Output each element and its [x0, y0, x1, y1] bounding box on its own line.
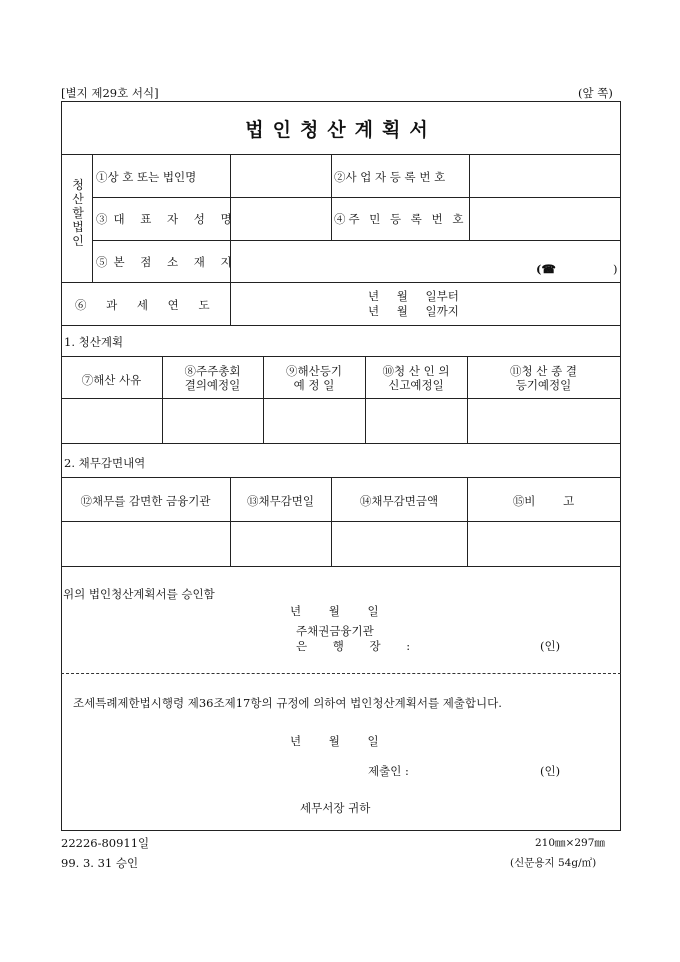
submitter-label: 제출인 : — [368, 764, 409, 778]
submission-date: 년 월 일 — [290, 734, 379, 748]
col-dissolution-registration: ⑨해산등기 예 정 일 — [286, 364, 342, 392]
representative-label: ③대 표 자 성 명 — [96, 212, 238, 226]
col-dissolution-reason: ⑦해산 사유 — [81, 373, 142, 387]
col-remarks: ⑮비 고 — [512, 494, 575, 508]
company-name-label: ①상 호 또는 법인명 — [96, 170, 197, 184]
section-1-title: 1. 청산계획 — [64, 335, 124, 349]
phone-close: ) — [613, 262, 618, 276]
resident-reg-no-label: ④주 민 등 록 번 호 — [334, 212, 467, 226]
approval-seal: (인) — [540, 639, 561, 653]
approval-date-footer: 99. 3. 31 승인 — [61, 856, 139, 870]
submission-seal: (인) — [540, 764, 561, 778]
submission-text: 조세특례제한법시행령 제36조제17항의 규정에 의하여 법인청산계획서를 제출합니다. — [73, 696, 502, 710]
entity-side-label: 청산할법인 — [72, 178, 84, 248]
paper-type: (신문용지 54g/㎡) — [510, 857, 597, 869]
form-number: [별지 제29호 서식] — [61, 86, 159, 100]
frame-right — [620, 101, 621, 831]
paper-size: 210㎜×297㎜ — [535, 837, 605, 849]
frame-left — [61, 101, 62, 831]
col-liquidation-completion: ⑪청 산 종 결 등기예정일 — [510, 364, 577, 392]
phone-icon: (☎ — [536, 262, 556, 276]
col-financial-institution: ⑫채무를 감면한 금융기관 — [80, 494, 211, 508]
tax-year-from: 년 월 일부터 — [368, 289, 459, 303]
dashed-divider — [61, 673, 621, 674]
col-liquidator-report: ⑩청 산 인 의 신고예정일 — [382, 364, 450, 392]
approval-text: 위의 법인청산계획서를 승인함 — [63, 587, 215, 601]
tax-year-to: 년 월 일까지 — [368, 304, 459, 318]
col-shareholders-meeting: ⑧주주총회 결의예정일 — [184, 364, 241, 392]
business-reg-no-label: ②사 업 자 등 록 번 호 — [334, 170, 446, 184]
approval-date: 년 월 일 — [290, 604, 379, 618]
section-2-title: 2. 채무감면내역 — [64, 456, 146, 470]
addressee: 세무서장 귀하 — [300, 801, 371, 815]
col-reduction-date: ⑬채무감면일 — [246, 494, 315, 508]
tax-year-label: ⑥ 과 세 연 도 — [75, 298, 218, 312]
bank-president-label: 은 행 장 : — [296, 639, 411, 653]
frame-top — [61, 101, 621, 102]
head-office-label: ⑤본 점 소 재 지 — [96, 255, 238, 269]
frame-bottom — [61, 830, 621, 831]
page-side: (앞 쪽) — [578, 86, 613, 100]
col-reduction-amount: ⑭채무감면금액 — [359, 494, 439, 508]
page-title: 법인청산계획서 — [245, 119, 437, 141]
form-code: 22226-80911일 — [61, 836, 150, 850]
main-creditor-label: 주채권금융기관 — [296, 624, 374, 638]
